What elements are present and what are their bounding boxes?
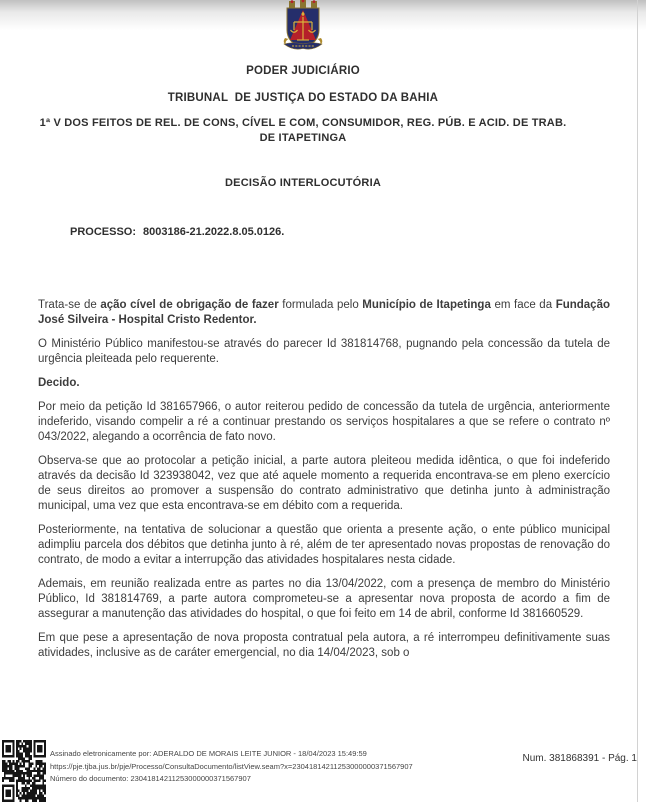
page-number-reference: Num. 381868391 - Pág. 1 [522, 753, 637, 764]
paragraph: Posteriormente, na tentativa de solucionar a questão que orienta a presente ação, o ente público municipal adimpliu parcela dos débitos que detinha junto à ré, além de ter apresentado novas propostas de renovação do contrato, de modo a evitar a interrupção das atividades hospitalares nesta cidade. [38, 524, 610, 566]
process-number: 8003186-21.2022.8.05.0126. [143, 226, 285, 238]
paragraph: Por meio da petição Id 381657966, o autor reiterou pedido de concessão da tutela de urgência, anteriormente indeferido, visando compelir a ré a continuar prestando os serviços hospitalares a que se refere o contrato nº 043/2022, alegando a ocorrência de fato novo. [38, 401, 610, 443]
court-title: TRIBUNAL DE JUSTIÇA DO ESTADO DA BAHIA [167, 92, 439, 104]
paragraph: Em que pese a apresentação de nova proposta contratual pela autora, a ré interrompeu definitivamente suas atividades, inclusive as de caráter emergencial, no dia 14/04/2023, sob o [38, 632, 610, 659]
qr-code [2, 740, 46, 802]
paragraph: O Ministério Público manifestou-se através do parecer Id 381814768, pugnando pela concessão da tutela de urgência pleiteada pelo requerente. [38, 338, 610, 365]
court-division: 1ª V DOS FEITOS DE REL. DE CONS, CÍVEL E COM, CONSUMIDOR, REG. PÚB. E ACID. DE TRAB. DE ITAPETINGA [39, 117, 567, 144]
paragraph: Ademais, em reunião realizada entre as partes no dia 13/04/2022, com a presença de membro do Ministério Público, Id 381814769, a parte autora comprometeu-se a apresentar nova proposta de acordo a fim de assegurar a manutenção das atividades do hospital, o que foi feito em 14 de abril, conforme Id 381660529. [38, 578, 610, 620]
body-paragraphs [38, 298, 610, 661]
page-right-border [637, 0, 638, 802]
tjba-coat-of-arms-icon [0, 0, 606, 54]
paragraph: Trata-se de ação cível de obrigação de fazer formulada pelo Município de Itapetinga em face da Fundação José Silveira - Hospital Cristo Redentor. [38, 299, 610, 326]
process-label: PROCESSO: [70, 226, 137, 238]
document-number-line: Número do documento: 23041814211253000000371567907 [50, 774, 251, 783]
signature-block [50, 748, 413, 786]
document-header [0, 0, 606, 238]
document-footer [0, 738, 646, 802]
signature-line: Assinado eletronicamente por: ADERALDO DE MORAIS LEITE JUNIOR - 18/04/2023 15:49:59 [50, 749, 367, 758]
paragraph: Observa-se que ao protocolar a petição inicial, a parte autora pleiteou medida idêntica, o que foi indeferido através da decisão Id 323938042, vez que até aquele momento a requerida encontrava-se em pleno exercício de seus direitos ao promover a suspensão do contrato administrativo que detinha junto à administração municipal, uma vez que esta encontrava-se em débito com a requerida. [38, 455, 610, 512]
org-title: PODER JUDICIÁRIO [246, 65, 360, 77]
process-line [0, 226, 606, 238]
verification-url: https://pje.tjba.jus.br/pje/Processo/ConsultaDocumento/listView.seam?x=23041814211253000000371567907 [50, 761, 413, 771]
document-type-title: DECISÃO INTERLOCUTÓRIA [225, 177, 381, 189]
paragraph: Decido. [38, 377, 80, 389]
